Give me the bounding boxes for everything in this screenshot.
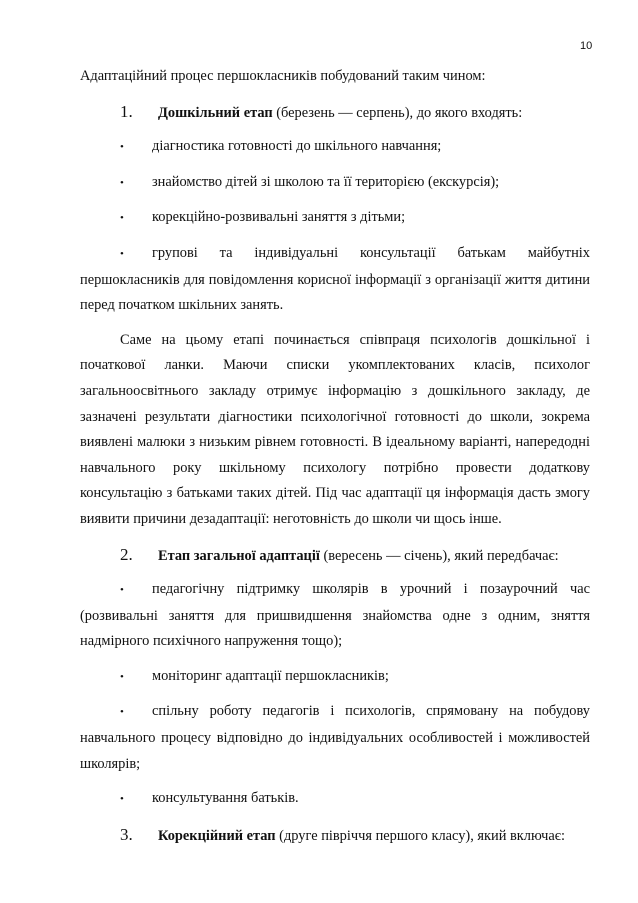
stage-number: 2. (120, 544, 133, 564)
stage-text (158, 101, 522, 127)
list-item (80, 786, 590, 813)
list-item (80, 664, 590, 691)
stage-heading-2 (80, 542, 590, 570)
bullet-icon: • (120, 247, 124, 260)
list-item (80, 170, 590, 197)
bullet-icon: • (120, 793, 124, 806)
stage-number: 3. (120, 824, 133, 844)
bullet-icon: • (120, 176, 124, 189)
document-body (80, 64, 590, 857)
list-item-text: консультування батьків. (152, 790, 299, 807)
page-number: 10 (580, 40, 593, 52)
list-item-text: групові та індивідуальні консультації батькам майбутніх першокласників для повідомлення корисної інформації з організації життя дитини перед початком шкільних занять. (80, 244, 590, 314)
list-item (80, 134, 590, 161)
stage-heading-1 (80, 99, 590, 127)
list-item-text: корекційно-розвивальні заняття з дітьми; (152, 209, 406, 226)
list-item-text: моніторинг адаптації першокласників; (152, 667, 389, 684)
stage-title: Корекційний етап (158, 827, 276, 844)
bullet-icon: • (120, 584, 124, 597)
stage-text (158, 544, 559, 570)
list-item (80, 699, 590, 777)
intro-paragraph: Адаптаційний процес першокласників побудований таким чином: (80, 68, 486, 84)
list-item (80, 205, 590, 232)
bullet-icon: • (120, 670, 124, 683)
list-item (80, 577, 590, 655)
bullet-icon: • (120, 141, 124, 154)
list-item-text: знайомство дітей зі школою та її територією (екскурсія); (152, 173, 500, 190)
stage-title: Дошкільний етап (158, 104, 273, 121)
stage-description: (друге півріччя першого класу), який включає: (275, 827, 565, 844)
stage-description: (березень — серпень), до якого входять: (272, 104, 523, 121)
list-item-text: педагогічну підтримку школярів в урочний і позаурочний час (розвивальні заняття для пришвидшення знайомства одне з одним, зняття надмірного психічного напруження тощо); (80, 581, 590, 650)
stage-number: 1. (120, 101, 133, 121)
list-item-text: діагностика готовності до шкільного навчання; (152, 138, 442, 155)
stage-text (158, 824, 565, 850)
body-paragraph: Саме на цьому етапі починається співпраця психологів дошкільної і початкової ланки. Маючи списки укомплектованих класів, психолог загальноосвітнього закладу отримує інформацію з дошкільного закладу, де зазначені результати діагностики психологічної готовності до школи, зокрема виявлені малюки з низьким рівнем готовності. В ідеальному варіанті, напередодні навчального року шкільному психологу потрібно провести додаткову консультацію з батьками таких дітей. Під час адаптації ця інформація дасть змогу виявити причини дезадаптації: неготовність до школи чи щось інше. (80, 331, 590, 527)
stage-heading-3 (80, 822, 590, 850)
bullet-icon: • (120, 212, 124, 225)
stage-title: Етап загальної адаптації (158, 547, 320, 564)
bullet-icon: • (120, 706, 124, 719)
list-item (80, 241, 590, 319)
stage-description: (вересень — січень), який передбачає: (319, 547, 559, 564)
list-item-text: спільну роботу педагогів і психологів, спрямовану на побудову навчального процесу відповідно до індивідуальних особливостей і можливостей школярів; (80, 703, 590, 772)
